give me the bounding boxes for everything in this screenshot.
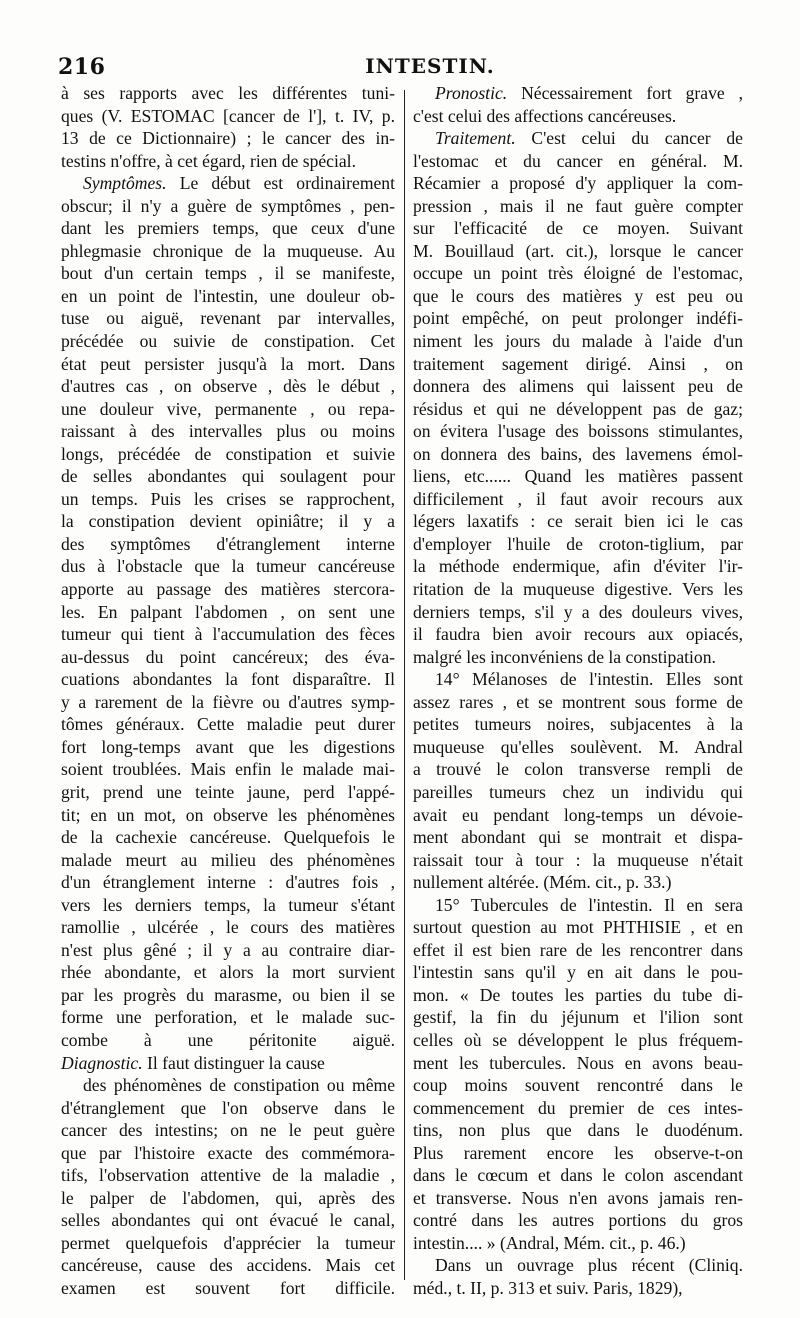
right-column-line: ment les tubercules. Nous en avons beau- — [413, 1052, 743, 1073]
right-column-line: point empêché, on peut prolonger indéfi- — [413, 308, 743, 329]
left-column-line: d'un étranglement interne : d'autres fois , — [61, 872, 395, 893]
right-column-line: 15° Tubercules de l'intestin. Il en sera — [435, 894, 743, 915]
left-column-line: cancéreuse, cause des accidens. Mais cet — [61, 1255, 395, 1276]
section-title: INTESTIN. — [365, 54, 495, 78]
right-column-line: difficilement , il faut avoir recours aux — [413, 488, 743, 509]
right-column-line: intestin.... » (Andral, Mém. cit., p. 46.) — [413, 1232, 686, 1253]
right-column-line: petites tumeurs noires, subjacentes à la — [413, 714, 743, 735]
left-column-line: cuations abondantes la font disparaître. Il — [61, 669, 395, 690]
right-column-line: pression , mais il ne faut guère compter — [413, 195, 743, 216]
left-column-line: selles abondantes qui ont évacué le canal, — [61, 1210, 395, 1231]
left-column-line: 13 de ce Dictionnaire) ; le cancer des in- — [61, 128, 395, 149]
left-column-line: Symptômes. Le début est ordinairement — [83, 173, 395, 194]
right-column-line: pareilles tumeurs chez un individu qui — [413, 781, 743, 802]
right-column-line: ment abondant qui se montrait et dispa- — [413, 827, 743, 848]
right-column-line: avait eu pendant long-temps un dévoie- — [413, 804, 743, 825]
left-column-line: longs, précédée de constipation et suivie — [61, 443, 395, 464]
left-column-line: le palper de l'abdomen, qui, après des — [61, 1187, 395, 1208]
right-column-line: assez rares , et se montrent sous forme de — [413, 691, 743, 712]
right-column-line: contré dans les autres portions du gros — [413, 1210, 743, 1231]
left-column-line: ramollie , ulcérée , le cours des matières — [61, 917, 395, 938]
right-column-line: méd., t. II, p. 313 et suiv. Paris, 1829), — [413, 1277, 683, 1298]
right-column-line: légers laxatifs : ce serait bien ici le cas — [413, 511, 743, 532]
right-column-line: 14° Mélanoses de l'intestin. Elles sont — [435, 669, 743, 690]
right-column-line: niment les jours du malade à l'aide d'un — [413, 331, 743, 352]
left-column-line: combe à une péritonite aiguë. — [61, 1029, 395, 1050]
right-column-line: raissait tour à tour : la muqueuse n'était — [413, 849, 743, 870]
right-column-line: traitement sagement dirigé. Ainsi , on — [413, 353, 743, 374]
left-column-line: soient troublées. Mais enfin le malade mai- — [61, 759, 395, 780]
left-column-line: n'est plus gêné ; il y a au contraire diar- — [61, 939, 395, 960]
right-column-line: Plus rarement encore les observe-t-on — [413, 1142, 743, 1163]
right-column-line: coup moins souvent rencontré dans le — [413, 1075, 743, 1096]
left-column-line: à ses rapports avec les différentes tuni- — [61, 83, 395, 103]
left-column-line: phlegmasie chronique de la muqueuse. Au — [61, 240, 395, 261]
right-column-line: derniers temps, s'il y a des douleurs vives, — [413, 601, 743, 622]
left-text-column — [61, 82, 395, 1300]
right-column-line: commencement du premier de ces intes- — [413, 1097, 743, 1118]
left-column-line: Diagnostic. Il faut distinguer la cause — [61, 1052, 325, 1073]
left-column-line: apporte au passage des matières stercora- — [61, 579, 395, 600]
right-column-line: tins, non plus que dans le duodénum. — [413, 1120, 743, 1141]
right-column-line: on évitera l'usage des boissons stimulantes, — [413, 421, 743, 442]
left-column-line: des phénomènes de constipation ou même — [83, 1075, 395, 1096]
left-column-line: que par l'histoire exacte des commémora- — [61, 1142, 395, 1163]
left-column-line: d'étranglement que l'on observe dans le — [61, 1097, 395, 1118]
right-column-line: dans le cœcum et dans le colon ascendant — [413, 1165, 743, 1186]
left-column-line: une douleur vive, permanente , ou repa- — [61, 398, 395, 419]
right-column-line: et transverse. Nous n'en avons jamais ren- — [413, 1187, 743, 1208]
left-column-line: y a rarement de la fièvre ou d'autres symp- — [61, 691, 395, 712]
right-column-line: malgré les inconvéniens de la constipation. — [413, 646, 716, 667]
left-column-line: fort long-temps avant que les digestions — [61, 736, 395, 757]
column-divider — [404, 90, 405, 1280]
right-column-line: on donnera des bains, des lavemens émol- — [413, 443, 743, 464]
left-column-line: un temps. Puis les crises se rapprochent, — [61, 488, 395, 509]
right-column-line: mon. « De toutes les parties du tube di- — [413, 984, 743, 1005]
right-column-line: donnera des alimens qui laissent peu de — [413, 376, 743, 397]
left-column-line: la constipation devient opiniâtre; il y a — [61, 511, 395, 532]
left-column-line: rhée abondante, et alors la mort survient — [61, 962, 395, 983]
left-column-line: dus à l'obstacle que la tumeur cancéreuse — [61, 556, 395, 577]
right-column-line: il faudra bien avoir recours aux opiacés, — [413, 624, 743, 645]
left-column-line: tômes généraux. Cette maladie peut durer — [61, 714, 395, 735]
right-text-column — [413, 82, 743, 1300]
right-column-line: l'estomac et du cancer en général. M. — [413, 150, 743, 171]
left-column-line: tumeur qui tient à l'accumulation des fèces — [61, 624, 395, 645]
left-column-line: des symptômes d'étranglement interne — [61, 533, 395, 554]
left-column-line: malade meurt au milieu des phénomènes — [61, 849, 395, 870]
left-column-line: cancer des intestins; on ne le peut guère — [61, 1120, 395, 1141]
right-column-line: surtout question au mot PHTHISIE , et en — [413, 917, 743, 938]
left-column-line: tifs, l'observation attentive de la maladie , — [61, 1165, 395, 1186]
right-column-line: Traitement. C'est celui du cancer de — [435, 128, 743, 149]
left-column-line: raissant à des intervalles plus ou moins — [61, 421, 395, 442]
left-column-line: état peut persister jusqu'à la mort. Dans — [61, 353, 395, 374]
left-column-line: testins n'offre, à cet égard, rien de spécial. — [61, 150, 356, 171]
left-column-line: dant les premiers temps, que ceux d'une — [61, 218, 395, 239]
left-column-line: bout d'un certain temps , il se manifeste, — [61, 263, 395, 284]
right-column-line: Récamier a proposé d'y appliquer la com- — [413, 173, 743, 194]
right-column-line: résidus et qui ne développent pas de gaz; — [413, 398, 743, 419]
right-column-line: celles où se développent le plus fréquem- — [413, 1029, 743, 1050]
left-column-line: obscur; il n'y a guère de symptômes , pen- — [61, 195, 395, 216]
right-column-line: gestif, la fin du jéjunum et l'ilion sont — [413, 1007, 743, 1028]
right-column-line: occupe un point très éloigné de l'estomac, — [413, 263, 743, 284]
left-column-line: par les progrès du marasme, ou bien il se — [61, 984, 395, 1005]
left-column-line: permet quelquefois d'apprécier la tumeur — [61, 1232, 395, 1253]
left-column-line: les. En palpant l'abdomen , on sent une — [61, 601, 395, 622]
running-head — [58, 54, 762, 84]
page-number: 216 — [58, 54, 106, 80]
right-column-line: d'employer l'huile de croton-tiglium, par — [413, 533, 743, 554]
left-column-line: précédée ou suivie de constipation. Cet — [61, 331, 395, 352]
left-column-line: forme une perforation, et le malade suc- — [61, 1007, 395, 1028]
right-column-line: l'intestin sans qu'il y en ait dans le pou- — [413, 962, 743, 983]
left-column-line: grit, prend une teinte jaune, perd l'appé- — [61, 781, 395, 802]
right-column-line: effet il est bien rare de les rencontrer dans — [413, 939, 743, 960]
left-column-line: en un point de l'intestin, une douleur ob- — [61, 285, 395, 306]
left-column-line: tit; en un mot, on observe les phénomènes — [61, 804, 395, 825]
right-column-line: que le cours des matières y est peu ou — [413, 285, 743, 306]
right-column-line: la méthode endermique, afin d'éviter l'ir- — [413, 556, 743, 577]
left-column-line: ques (V. ESTOMAC [cancer de l'], t. IV, p. — [61, 105, 395, 126]
right-column-line: M. Bouillaud (art. cit.), lorsque le cancer — [413, 240, 743, 261]
left-column-line: de selles abondantes qui soulagent pour — [61, 466, 395, 487]
right-column-line: nullement altérée. (Mém. cit., p. 33.) — [413, 872, 672, 893]
left-column-line: au-dessus du point cancéreux; des éva- — [61, 646, 395, 667]
right-column-line: muqueuse qu'elles soulèvent. M. Andral — [413, 736, 743, 757]
right-column-line: sur l'efficacité de ce moyen. Suivant — [413, 218, 743, 239]
left-column-line: d'autres cas , on observe , dès le début , — [61, 376, 395, 397]
right-column-line: c'est celui des affections cancéreuses. — [413, 105, 677, 126]
right-column-line: ritation de la muqueuse digestive. Vers les — [413, 579, 743, 600]
left-column-line: examen est souvent fort difficile. — [61, 1277, 395, 1298]
left-column-line: de la cachexie cancéreuse. Quelquefois le — [61, 827, 395, 848]
right-column-line: Dans un ouvrage plus récent (Cliniq. — [435, 1255, 743, 1276]
right-column-line: liens, etc...... Quand les matières passent — [413, 466, 743, 487]
right-column-line: a trouvé le colon transverse rempli de — [413, 759, 743, 780]
left-column-line: vers les derniers temps, la tumeur s'étant — [61, 894, 395, 915]
right-column-line: Pronostic. Nécessairement fort grave , — [435, 83, 743, 103]
left-column-line: tuse ou aiguë, revenant par intervalles, — [61, 308, 395, 329]
